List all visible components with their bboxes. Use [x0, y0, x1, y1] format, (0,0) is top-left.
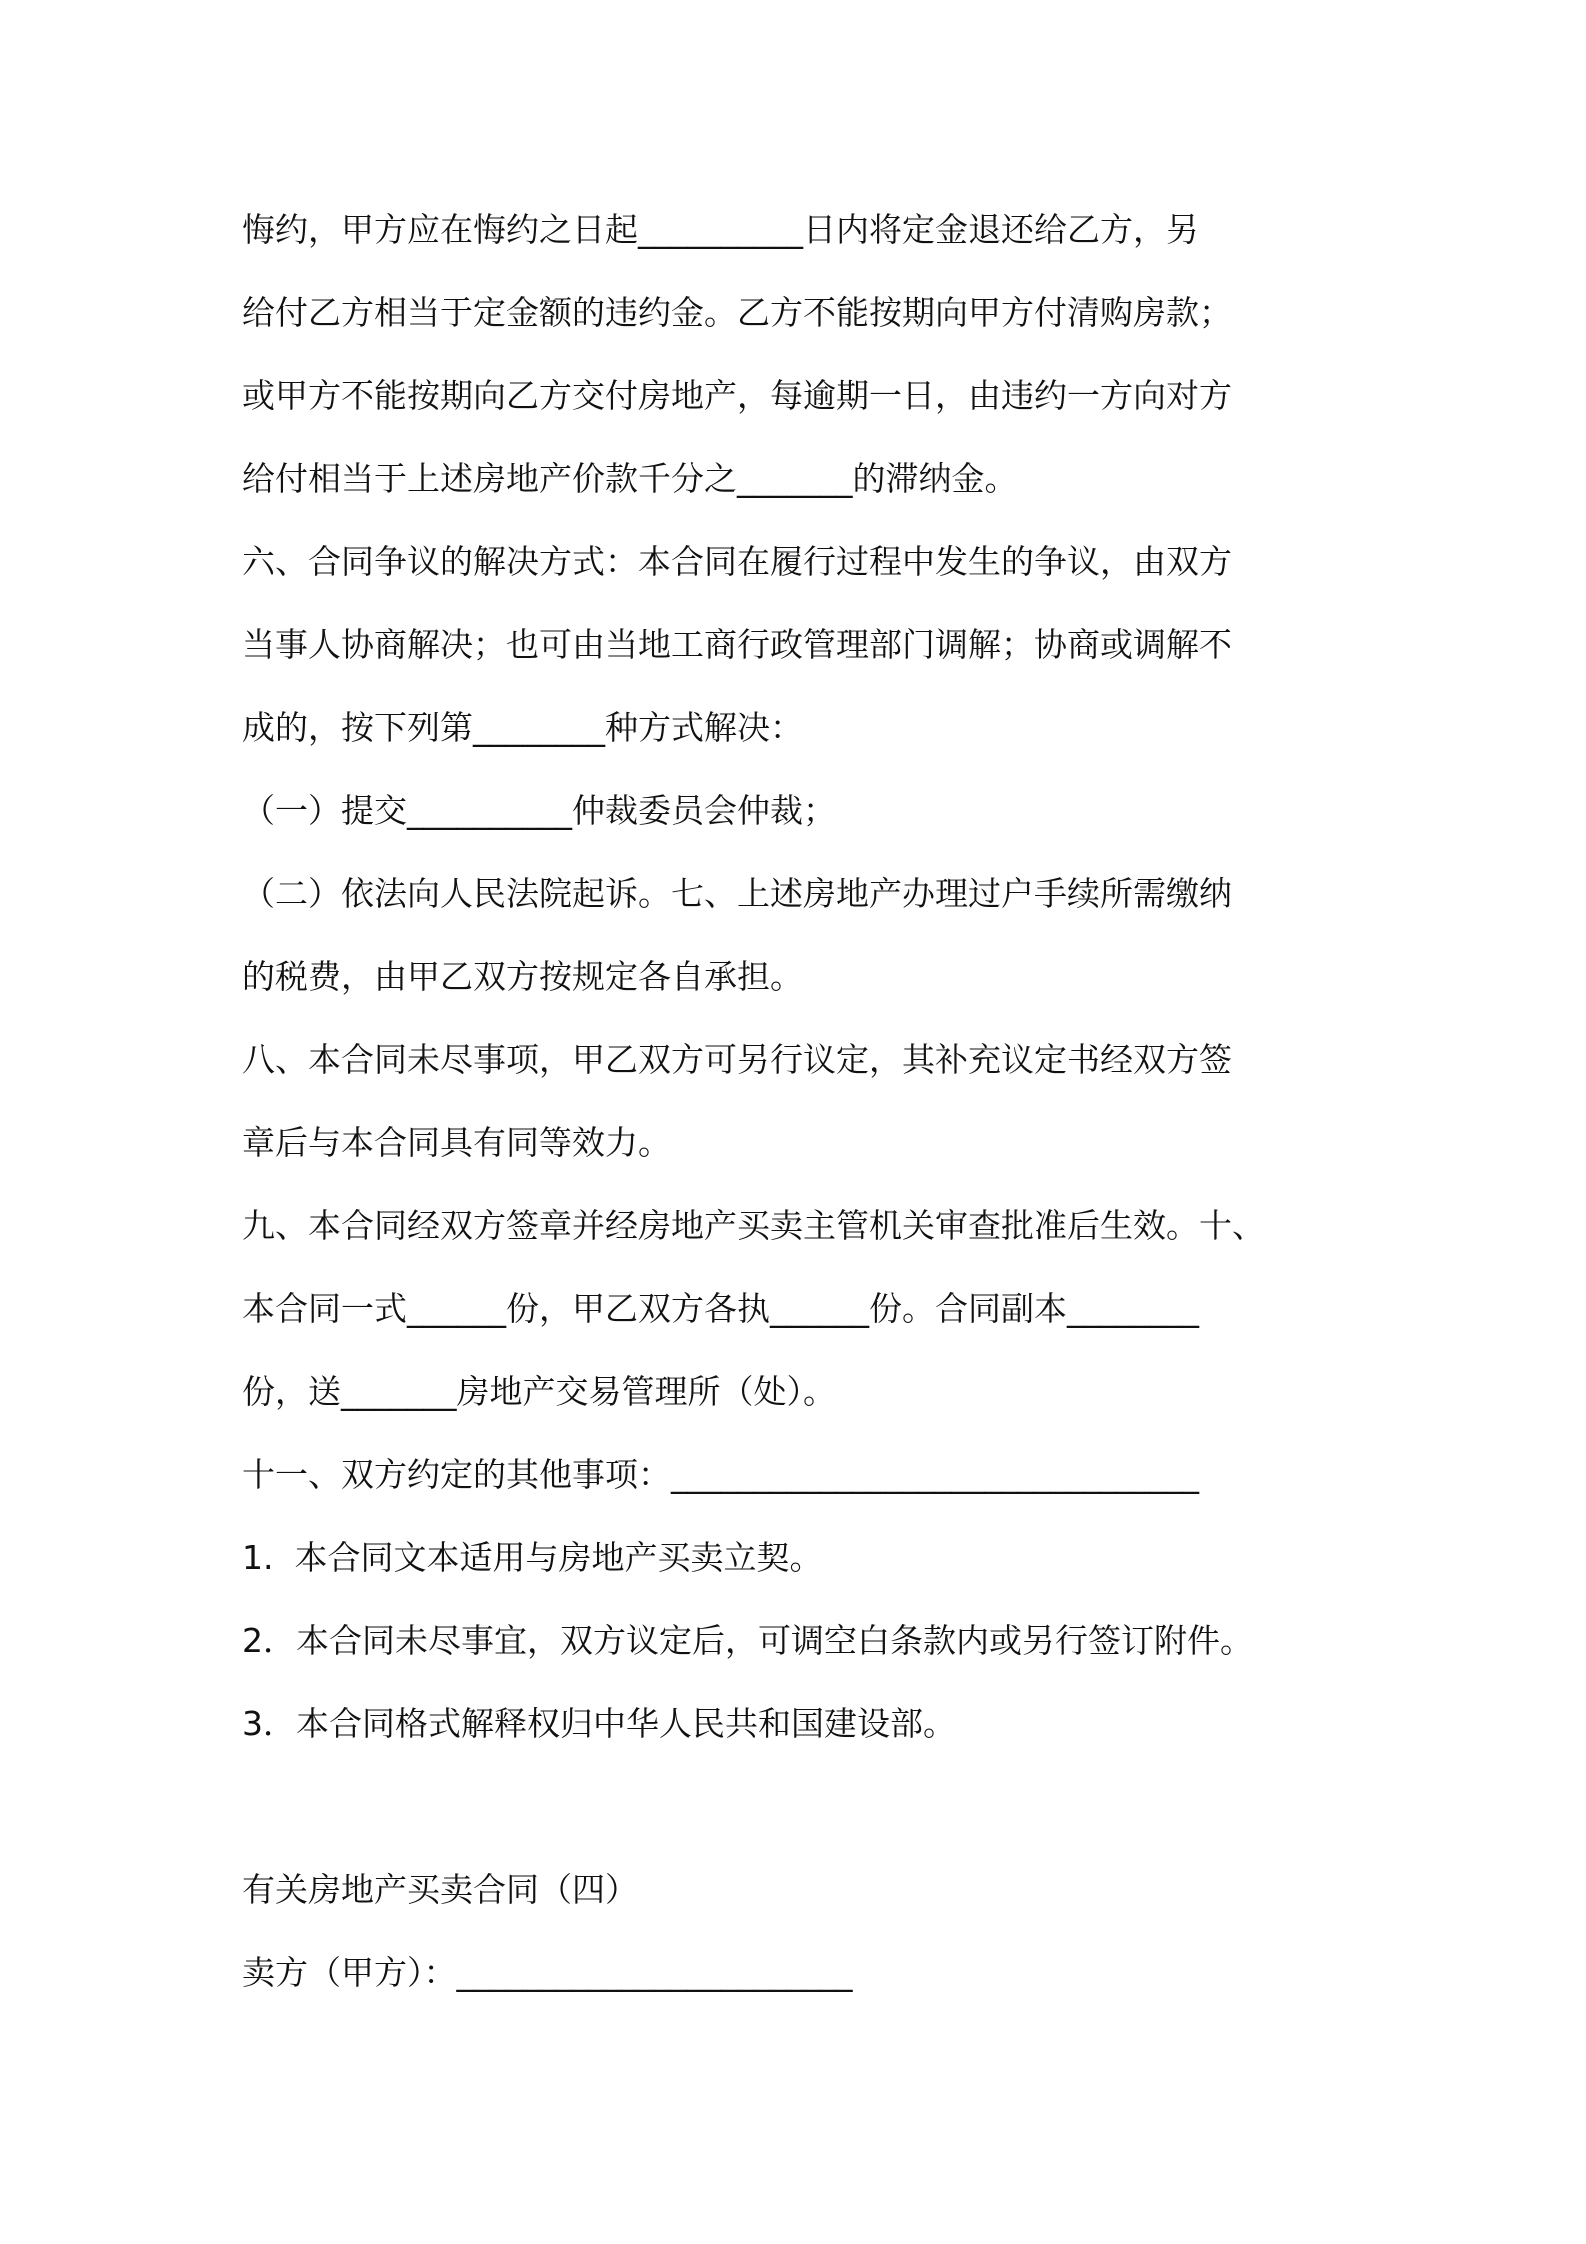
- text-line-3: 或甲方不能按期向乙方交付房地产，每逾期一日，由违约一方向对方: [242, 376, 1232, 415]
- text-line-8: （一）提交__________仲裁委员会仲裁；: [242, 791, 836, 830]
- text-line-16: 十一、双方约定的其他事项：________________________________: [242, 1455, 1199, 1494]
- text-line-18: 2．本合同未尽事宜，双方议定后，可调空白条款内或另行签订附件。: [242, 1621, 1253, 1660]
- text-line-7: 成的，按下列第________种方式解决：: [242, 708, 803, 747]
- text-line-9: （二）依法向人民法院起诉。七、上述房地产办理过户手续所需缴纳: [242, 874, 1232, 913]
- section-title: 有关房地产买卖合同（四）: [242, 1870, 638, 1909]
- text-line-4: 给付相当于上述房地产价款千分之_______的滞纳金。: [242, 459, 1018, 498]
- text-line-13: 九、本合同经双方签章并经房地产买卖主管机关审查批准后生效。十、: [242, 1206, 1265, 1245]
- text-line-15: 份，送_______房地产交易管理所（处）。: [242, 1372, 836, 1411]
- text-line-6: 当事人协商解决；也可由当地工商行政管理部门调解；协商或调解不: [242, 625, 1232, 664]
- text-line-19: 3．本合同格式解释权归中华人民共和国建设部。: [242, 1704, 956, 1743]
- text-line-17: 1. 本合同文本适用与房地产买卖立契。: [242, 1538, 823, 1577]
- text-line-1: 悔约，甲方应在悔约之日起__________日内将定金退还给乙方，另: [242, 210, 1199, 249]
- text-line-12: 章后与本合同具有同等效力。: [242, 1123, 671, 1162]
- text-line-10: 的税费，由甲乙双方按规定各自承担。: [242, 957, 803, 996]
- text-line-11: 八、本合同未尽事项，甲乙双方可另行议定，其补充议定书经双方签: [242, 1040, 1232, 1079]
- text-line-2: 给付乙方相当于定金额的违约金。乙方不能按期向甲方付清购房款；: [242, 293, 1232, 332]
- seller-line: 卖方（甲方）：________________________: [242, 1953, 853, 1992]
- text-line-14: 本合同一式______份，甲乙双方各执______份。合同副本________: [242, 1289, 1199, 1328]
- text-line-5: 六、合同争议的解决方式：本合同在履行过程中发生的争议，由双方: [242, 542, 1232, 581]
